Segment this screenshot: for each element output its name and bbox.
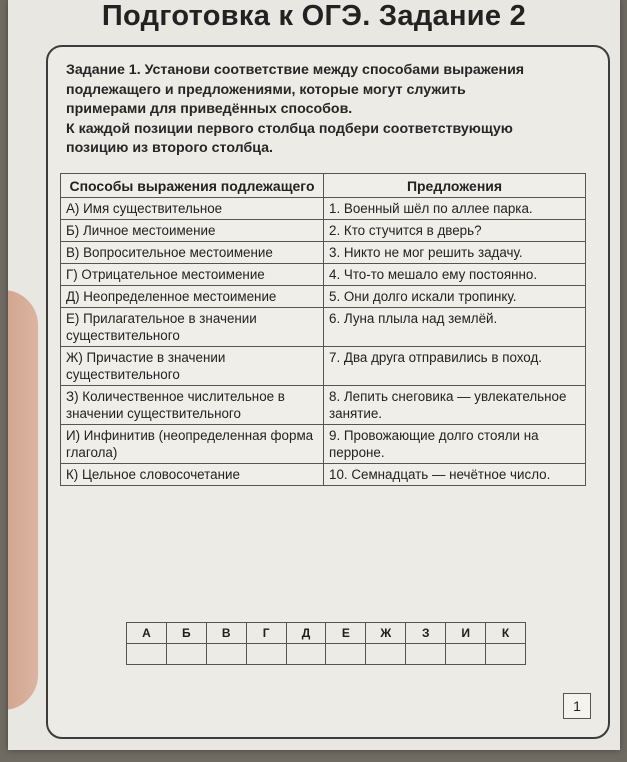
thumb: [8, 290, 38, 710]
subject-type: Ж) Причастие в значении существительного: [61, 347, 324, 386]
answer-cell[interactable]: [326, 644, 366, 665]
table-row: [61, 286, 586, 308]
answer-cell[interactable]: [127, 644, 167, 665]
subject-type: Б) Личное местоимение: [61, 220, 324, 242]
answer-letter: К: [486, 623, 526, 644]
subject-type: В) Вопросительное местоимение: [61, 242, 324, 264]
answer-letter: Б: [166, 623, 206, 644]
answer-letter: З: [406, 623, 446, 644]
sentence: 4. Что-то мешало ему постоянно.: [324, 264, 586, 286]
answer-letter: Ж: [366, 623, 406, 644]
sentence: 8. Лепить снеговика — увлекательное занятие.: [324, 386, 586, 425]
table-row: [61, 464, 586, 486]
answer-cell[interactable]: [366, 644, 406, 665]
task-line: Задание 1. Установи соответствие между способами выражения: [66, 62, 525, 78]
matching-table: [60, 173, 586, 486]
sentence: 9. Провожающие долго стояли на перроне.: [324, 425, 586, 464]
sentence: 3. Никто не мог решить задачу.: [324, 242, 586, 264]
answer-letter: В: [206, 623, 246, 644]
answer-letter: И: [446, 623, 486, 644]
table-row: [61, 242, 586, 264]
sentence: 5. Они долго искали тропинку.: [324, 286, 586, 308]
sentence: 2. Кто стучится в дверь?: [324, 220, 586, 242]
page-number: 1: [563, 693, 591, 719]
workbook-page: [8, 0, 620, 750]
answer-cell[interactable]: [166, 644, 206, 665]
header-right: Предложения: [324, 174, 586, 198]
answer-letter: Д: [286, 623, 326, 644]
page-title: Подготовка к ОГЭ. Задание 2: [101, 0, 527, 32]
answer-letter: Г: [246, 623, 286, 644]
task-line: позицию из второго столбца.: [66, 140, 273, 156]
answer-cell[interactable]: [486, 644, 526, 665]
table-row: [61, 264, 586, 286]
answer-cell[interactable]: [406, 644, 446, 665]
subject-type: Г) Отрицательное местоимение: [61, 264, 324, 286]
task-frame: [46, 45, 610, 739]
answer-cell[interactable]: [246, 644, 286, 665]
table-row: [61, 220, 586, 242]
table-header-row: [61, 174, 586, 198]
answer-letters-row: [127, 623, 526, 644]
task-line: К каждой позиции первого столбца подбери соответствующую: [66, 120, 513, 137]
answer-letter: А: [127, 623, 167, 644]
task-line: подлежащего и предложениями, которые могут служить: [66, 81, 466, 98]
subject-type: А) Имя существительное: [61, 198, 324, 220]
sentence: 10. Семнадцать — нечётное число.: [324, 464, 586, 486]
answer-cell[interactable]: [446, 644, 486, 665]
table-row: [61, 308, 586, 347]
table-row: [61, 198, 586, 220]
subject-type: Е) Прилагательное в значении существительного: [61, 308, 324, 347]
answer-cells-row: [127, 644, 526, 665]
task-line: примерами для приведённых способов.: [66, 101, 353, 117]
answer-grid: [126, 622, 526, 665]
table-row: [61, 386, 586, 425]
subject-type: Д) Неопределенное местоимение: [61, 286, 324, 308]
answer-letter: Е: [326, 623, 366, 644]
answer-cell[interactable]: [286, 644, 326, 665]
header-left: Способы выражения подлежащего: [61, 174, 324, 198]
answer-cell[interactable]: [206, 644, 246, 665]
sentence: 6. Луна плыла над землёй.: [324, 308, 586, 347]
subject-type: И) Инфинитив (неопределенная форма глагола): [61, 425, 324, 464]
table-row: [61, 425, 586, 464]
sentence: 7. Два друга отправились в поход.: [324, 347, 586, 386]
table-row: [61, 347, 586, 386]
subject-type: К) Цельное словосочетание: [61, 464, 324, 486]
sentence: 1. Военный шёл по аллее парка.: [324, 198, 586, 220]
subject-type: З) Количественное числительное в значении существительного: [61, 386, 324, 425]
answer-table: [126, 622, 526, 665]
task-text: [66, 61, 596, 159]
